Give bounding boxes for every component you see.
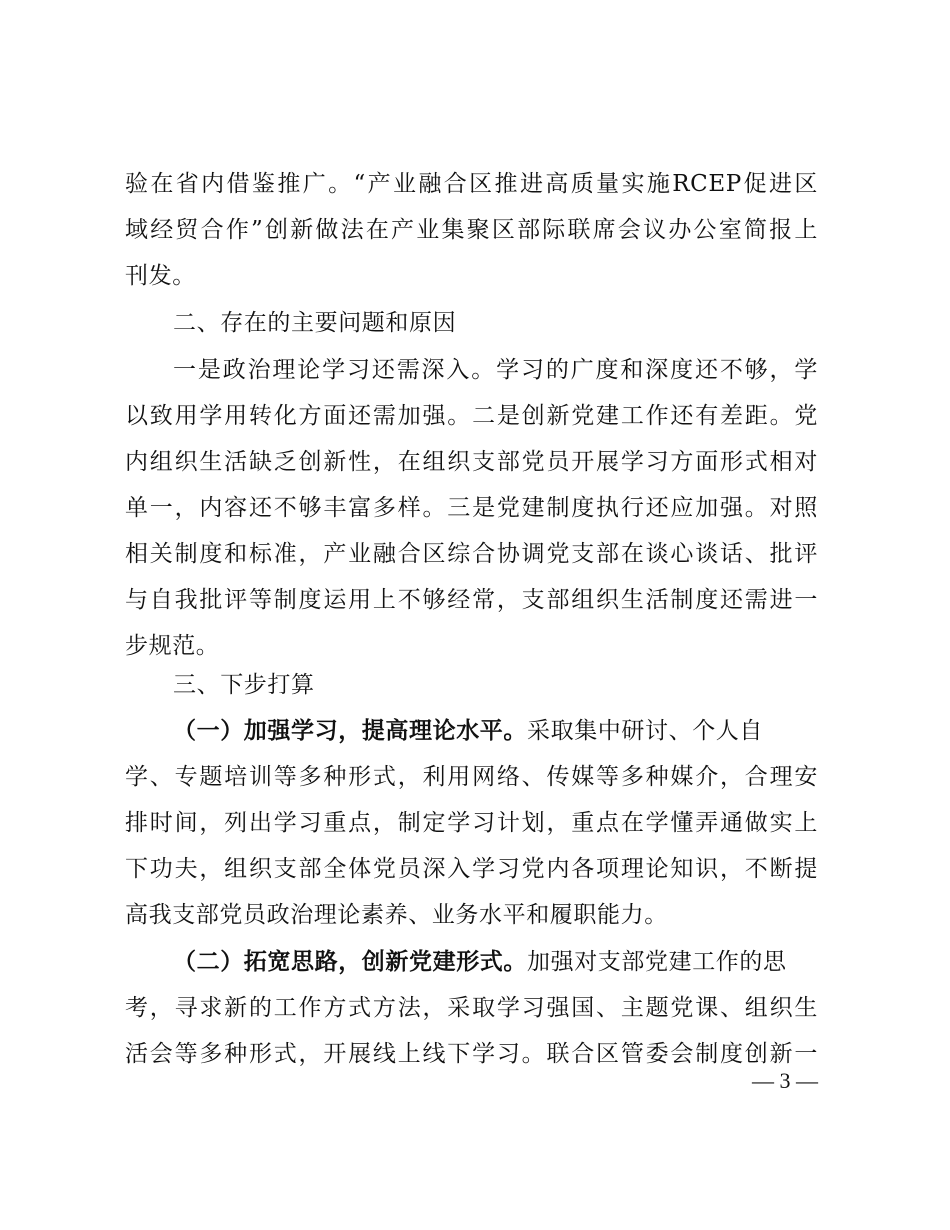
body-line: 单一，内容还不够丰富多样。三是党建制度执行还应加强。对照: [125, 495, 818, 521]
body-line: 以致用学用转化方面还需加强。二是创新党建工作还有差距。党: [125, 403, 818, 429]
section-heading-problems: 二、存在的主要问题和原因: [173, 310, 457, 336]
body-line: [173, 708, 818, 754]
body-line: 刊发。: [125, 263, 196, 289]
body-line: 验在省内借鉴推广。“产业融合区推进高质量实施RCEP促进区: [125, 171, 818, 197]
body-line: 排时间，列出学习重点，制定学习计划，重点在学懂弄通做实上: [125, 810, 818, 836]
body-line: [173, 939, 818, 985]
body-line: 高我支部党员政治理论素养、业务水平和履职能力。: [125, 902, 668, 928]
sub-heading-broaden-thinking: （二）拓宽思路，创新党建形式。: [173, 948, 527, 975]
sub-heading-strengthen-study: （一）加强学习，提高理论水平。: [173, 717, 527, 744]
body-line: 相关制度和标准，产业融合区综合协调党支部在谈心谈话、批评: [125, 541, 818, 567]
body-line: 与自我批评等制度运用上不够经常，支部组织生活制度还需进一: [125, 587, 818, 613]
body-line: 活会等多种形式，开展线上线下学习。联合区管委会制度创新一: [125, 1041, 818, 1067]
body-line: 一是政治理论学习还需深入。学习的广度和深度还不够，学: [173, 357, 818, 383]
section-heading-next-steps: 三、下步打算: [173, 672, 315, 698]
body-line: 考，寻求新的工作方式方法，采取学习强国、主题党课、组织生: [125, 995, 818, 1021]
body-line: 域经贸合作”创新做法在产业集聚区部际联席会议办公室简报上: [125, 217, 818, 243]
body-line: 下功夫，组织支部全体党员深入学习党内各项理论知识，不断提: [125, 856, 818, 882]
body-line: 学、专题培训等多种形式，利用网络、传媒等多种媒介，合理安: [125, 764, 818, 790]
page-number: — 3 —: [752, 1068, 818, 1093]
body-text: 采取集中研讨、个人自: [527, 718, 763, 744]
body-text: 加强对支部党建工作的思: [527, 949, 787, 975]
body-line: 内组织生活缺乏创新性，在组织支部党员开展学习方面形式相对: [125, 449, 818, 475]
body-line: 步规范。: [125, 633, 220, 659]
